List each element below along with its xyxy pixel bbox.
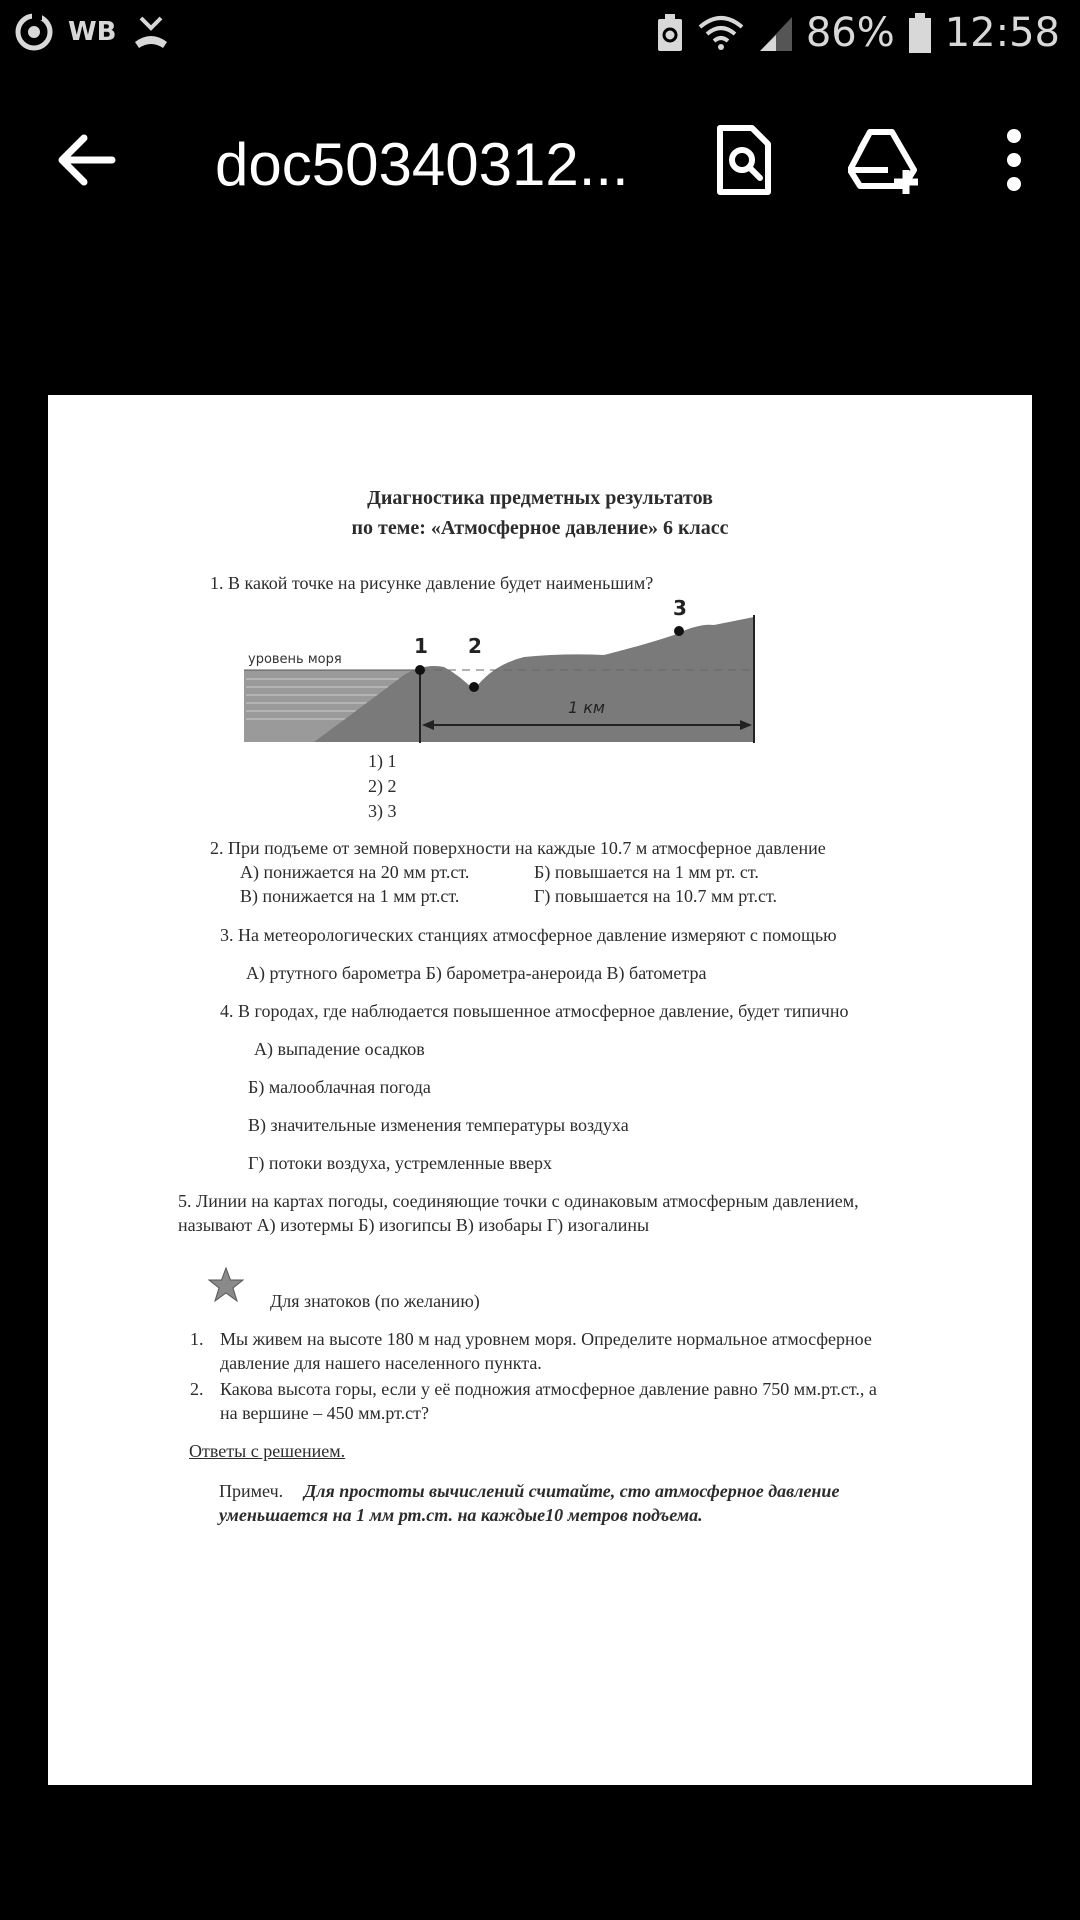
distance-label: 1 км (568, 698, 605, 717)
status-bar (0, 0, 1080, 70)
star-icon (208, 1267, 244, 1303)
wifi-icon (696, 13, 746, 53)
more-options-button[interactable] (976, 122, 1036, 198)
battery-percent: 86% (805, 10, 895, 56)
question-1-option: 3) 3 (368, 801, 397, 821)
question-1-option: 2) 2 (368, 776, 397, 796)
answers-link[interactable]: Ответы с решением. (189, 1441, 346, 1461)
back-button[interactable] (52, 128, 122, 192)
doc-title-line2: по теме: «Атмосферное давление» 6 класс (351, 517, 729, 539)
question-4-option: В) значительные изменения температуры воздуха (248, 1115, 629, 1135)
point-2-label: 2 (468, 634, 482, 658)
battery-saver-icon (656, 13, 684, 53)
find-in-page-button[interactable] (706, 122, 782, 198)
question-4-text: 4. В городах, где наблюдается повышенное атмосферное давление, будет типично (220, 1001, 849, 1021)
status-right (656, 10, 1060, 56)
note-line2: уменьшается на 1 мм рт.ст. на каждые10 метров подъема. (219, 1505, 703, 1525)
bonus-item-line: давление для нашего населенного пункта. (220, 1353, 542, 1373)
bonus-item-line: Какова высота горы, если у её подножия атмосферное давление равно 750 мм.рт.ст., а (220, 1379, 877, 1399)
bonus-item-number: 1. (190, 1329, 204, 1349)
point-1-marker (415, 665, 425, 675)
point-3-marker (674, 626, 684, 636)
question-4-option: Г) потоки воздуха, устремленные вверх (248, 1153, 553, 1173)
question-3-options: А) ртутного барометра Б) барометра-анероида В) батометра (246, 963, 707, 983)
find-in-page-icon (706, 122, 782, 198)
battery-icon (907, 12, 933, 54)
signal-icon (758, 13, 794, 53)
add-to-drive-button[interactable] (848, 122, 924, 198)
bonus-item-line: на вершине – 450 мм.рт.ст? (220, 1403, 430, 1423)
bonus-item-number: 2. (190, 1379, 204, 1399)
point-2-marker (469, 682, 479, 692)
app-bar (0, 100, 1080, 220)
sync-icon (14, 12, 54, 52)
question-5-line1: 5. Линии на картах погоды, соединяющие точки с одинаковым атмосферным давлением, (178, 1191, 859, 1211)
question-2-text: 2. При подъеме от земной поверхности на каждые 10.7 м атмосферное давление (210, 838, 826, 858)
question-5-line2: называют А) изотермы Б) изогипсы В) изобары Г) изогалины (178, 1215, 650, 1235)
question-4-option: Б) малооблачная погода (248, 1077, 431, 1097)
back-arrow-icon (52, 128, 122, 192)
question-2-option: Г) повышается на 10.7 мм рт.ст. (534, 886, 777, 906)
question-1-text: 1. В какой точке на рисунке давление будет наименьшим? (210, 573, 654, 593)
question-4-option: А) выпадение осадков (254, 1039, 425, 1059)
point-1-label: 1 (414, 634, 428, 658)
missed-call-icon (131, 12, 171, 52)
doc-title-line1: Диагностика предметных результатов (367, 487, 713, 509)
note-prefix: Примеч. (219, 1481, 284, 1501)
clock: 12:58 (944, 10, 1060, 56)
question-2-option: В) понижается на 1 мм рт.ст. (240, 886, 460, 906)
question-3-text: 3. На метеорологических станциях атмосферное давление измеряют с помощью (220, 925, 837, 945)
sea-level-label: уровень моря (248, 652, 342, 667)
document-title: doc50340312... (215, 131, 629, 198)
bonus-item-line: Мы живем на высоте 180 м над уровнем моря. Определите нормальное атмосферное (220, 1329, 872, 1349)
question-2-option: А) понижается на 20 мм рт.ст. (240, 862, 470, 882)
document-page[interactable] (48, 395, 1032, 1785)
more-vert-icon (976, 122, 1036, 198)
question-2-option: Б) повышается на 1 мм рт. ст. (534, 862, 759, 882)
bonus-heading: Для знатоков (по желанию) (270, 1291, 480, 1311)
note-line1: Для простоты вычислений считайте, сто атмосферное давление (304, 1481, 840, 1501)
status-left (14, 12, 171, 52)
point-3-label: 3 (673, 596, 687, 620)
question-1-option: 1) 1 (368, 751, 397, 771)
drive-add-icon (848, 122, 924, 198)
carrier-label: WB (68, 17, 117, 47)
terrain-figure (234, 595, 774, 745)
